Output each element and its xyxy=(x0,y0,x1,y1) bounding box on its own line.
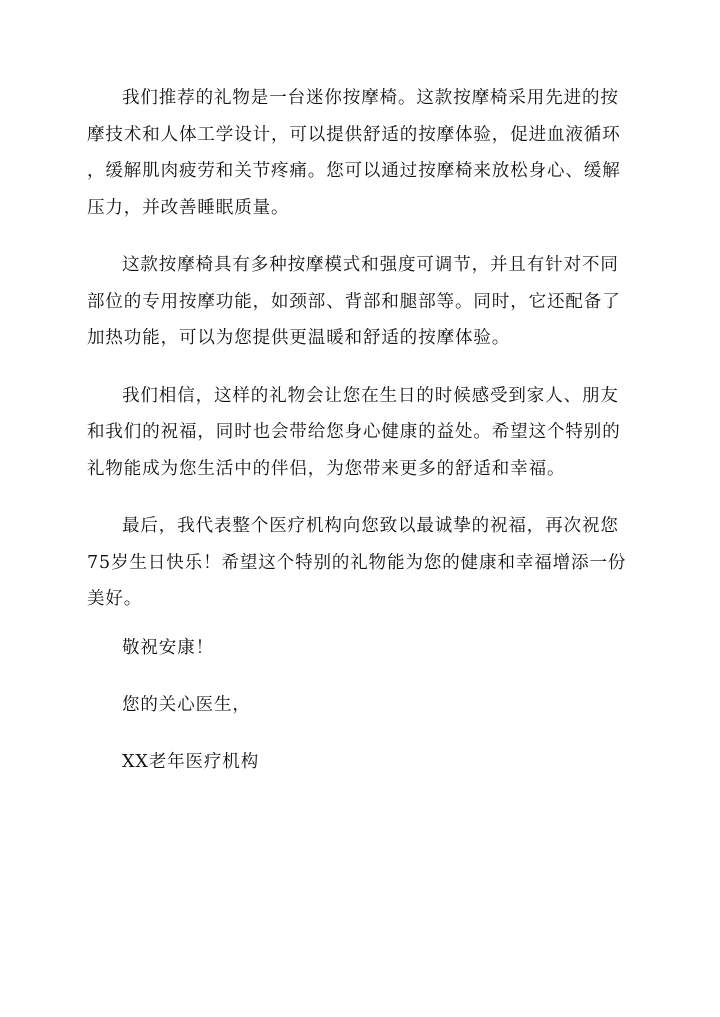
paragraph-gift-intro xyxy=(87,80,632,226)
paragraph-wishes xyxy=(87,378,632,488)
closing-signoff: 您的关心医生， xyxy=(122,694,251,715)
text-line: 部位的专用按摩功能，如颈部、背部和腿部等。同时，它还配备了 xyxy=(87,291,621,312)
text-line: 压力，并改善睡眠质量。 xyxy=(87,197,290,218)
text-line: 和我们的祝福，同时也会带给您身心健康的益处。希望这个特别的 xyxy=(87,422,621,442)
letter-body xyxy=(87,80,632,801)
closing-organization: XX老年医疗机构 xyxy=(122,751,260,772)
paragraph-features xyxy=(87,247,632,357)
paragraph-final-blessing xyxy=(87,508,632,618)
text-line: 这款按摩椅具有多种按摩模式和强度可调节，并且有针对不同 xyxy=(122,255,619,275)
text-line: 75岁生日快乐！希望这个特别的礼物能为您的健康和幸福增添一份 xyxy=(87,552,627,573)
text-line: 摩技术和人体工学设计，可以提供舒适的按摩体验，促进血液循环 xyxy=(87,124,621,145)
text-line: 我们推荐的礼物是一台迷你按摩椅。这款按摩椅采用先进的按 xyxy=(122,88,619,108)
text-line: ，缓解肌肉疲劳和关节疼痛。您可以通过按摩椅来放松身心、缓解 xyxy=(87,161,621,181)
text-line: 我们相信，这样的礼物会让您在生日的时候感受到家人、朋友 xyxy=(122,385,619,406)
text-line: 礼物能成为您生活中的伴侣，为您带来更多的舒适和幸福。 xyxy=(87,458,566,479)
closing-salutation: 敬祝安康！ xyxy=(122,637,214,658)
text-line: 加热功能，可以为您提供更温暖和舒适的按摩体验。 xyxy=(87,328,511,348)
text-line: 美好。 xyxy=(87,589,143,609)
text-line: 最后，我代表整个医疗机构向您致以最诚挚的祝福，再次祝您 xyxy=(122,516,619,536)
